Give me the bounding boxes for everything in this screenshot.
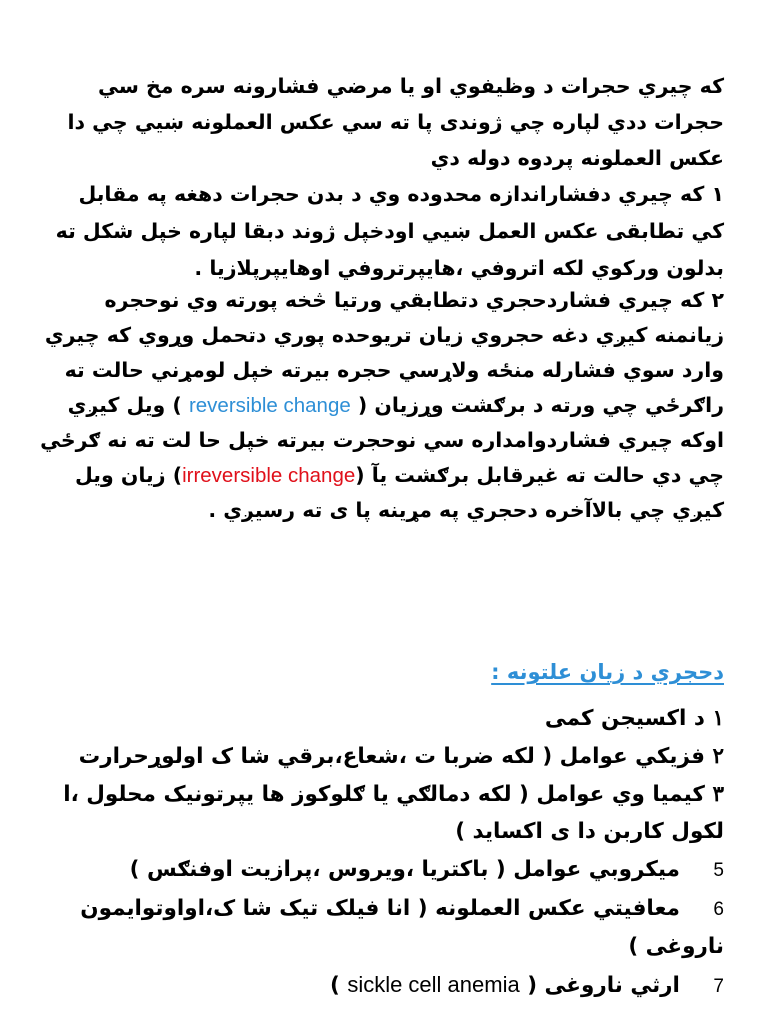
cause-item [48, 890, 724, 965]
cause-item [48, 966, 724, 1005]
cause-number: ۱ [712, 706, 724, 730]
cause-text: فزیکي عوامل ( لکه ضربا ت ،شعاع،برقي شا ک اولوړحرارت [78, 744, 705, 769]
paragraph-injury [40, 283, 724, 528]
cause-text-end: ) [329, 973, 340, 998]
cause-text: ارثي ناروغی ( [527, 973, 680, 998]
cause-item [48, 776, 724, 850]
cause-item [48, 851, 724, 889]
cause-text: معافیتي عکس العملونه ( انا فیلک تیک شا ک،اواوتوایمون ناروغی ) [80, 896, 724, 959]
cause-number: 6 [713, 899, 724, 920]
cause-text: د اکسیجن کمی [544, 706, 705, 731]
cause-number: 5 [713, 860, 724, 881]
cause-number: 7 [713, 976, 724, 997]
term-irreversible-change: irreversible change [182, 464, 356, 487]
intro-paragraph: که چیري حجرات د وظیفوي او یا مرضي فشارونه سره مخ سي حجرات ددي لپاره چي ژوندی پا ته سي عکس العملونه ښیي چي دا عکس العملونه پردوه دوله دي [67, 74, 724, 170]
cause-item [48, 700, 724, 737]
cause-text: کیمیا وي عوامل ( لکه دمالګي یا ګلوکوز ها یپرتونیک محلول ،ا لکول کاربن دا ی اکساید ) [63, 782, 724, 844]
cause-text: میکروبي عوامل ( باکتریا ،ویروس ،پرازیت اوفنګس ) [129, 857, 680, 882]
paragraph-adaptation: ۱ که چیري دفشاراندازه محدوده وي د بدن حجرات دهغه په مقابل کي تطابقی عکس العمل ښیي اودخپل ژوند دبقا لپاره خپل شکل ته بدلون ورکوي لکه اتروفي ،هایپرتروفي اوهایپرپلازیا . [55, 182, 724, 280]
causes-list [48, 700, 724, 1006]
paragraph-injury-part1: ۲ که چیري فشاردحجري دتطابقي ورتیا څخه پورته وي نوحجره زیانمنه کیږي دغه حجروي زیان تریوحده پوري دتحمل وړوي که چیري وارد سوي فشارله منځه ولاړسي حجره بیرته خپل لومړني حالت ته راګرځي چي ورته د برګشت وړزیان ( [44, 288, 724, 417]
cause-number: ۲ [712, 744, 724, 768]
paragraph-injury-part3: ) زیان ویل کیږي چي بالاآخره دحجري په مړینه پا ی ته رسیږي . [74, 463, 724, 522]
paragraph-injury-part2: ) ویل کیږي اوکه چیري فشاردوامداره سي نوحجرت بیرته خپل حا لت ته نه ګرځي چي دي حالت ته غیرقابل برګشت یآ ( [40, 393, 724, 487]
term-reversible-change: reversible change [188, 394, 351, 417]
cause-item [48, 738, 724, 775]
cause-number: ۳ [712, 782, 724, 806]
cause-latin-term: sickle cell anemia [347, 972, 520, 997]
causes-heading: دحجري د زیان علتونه : [491, 660, 724, 684]
